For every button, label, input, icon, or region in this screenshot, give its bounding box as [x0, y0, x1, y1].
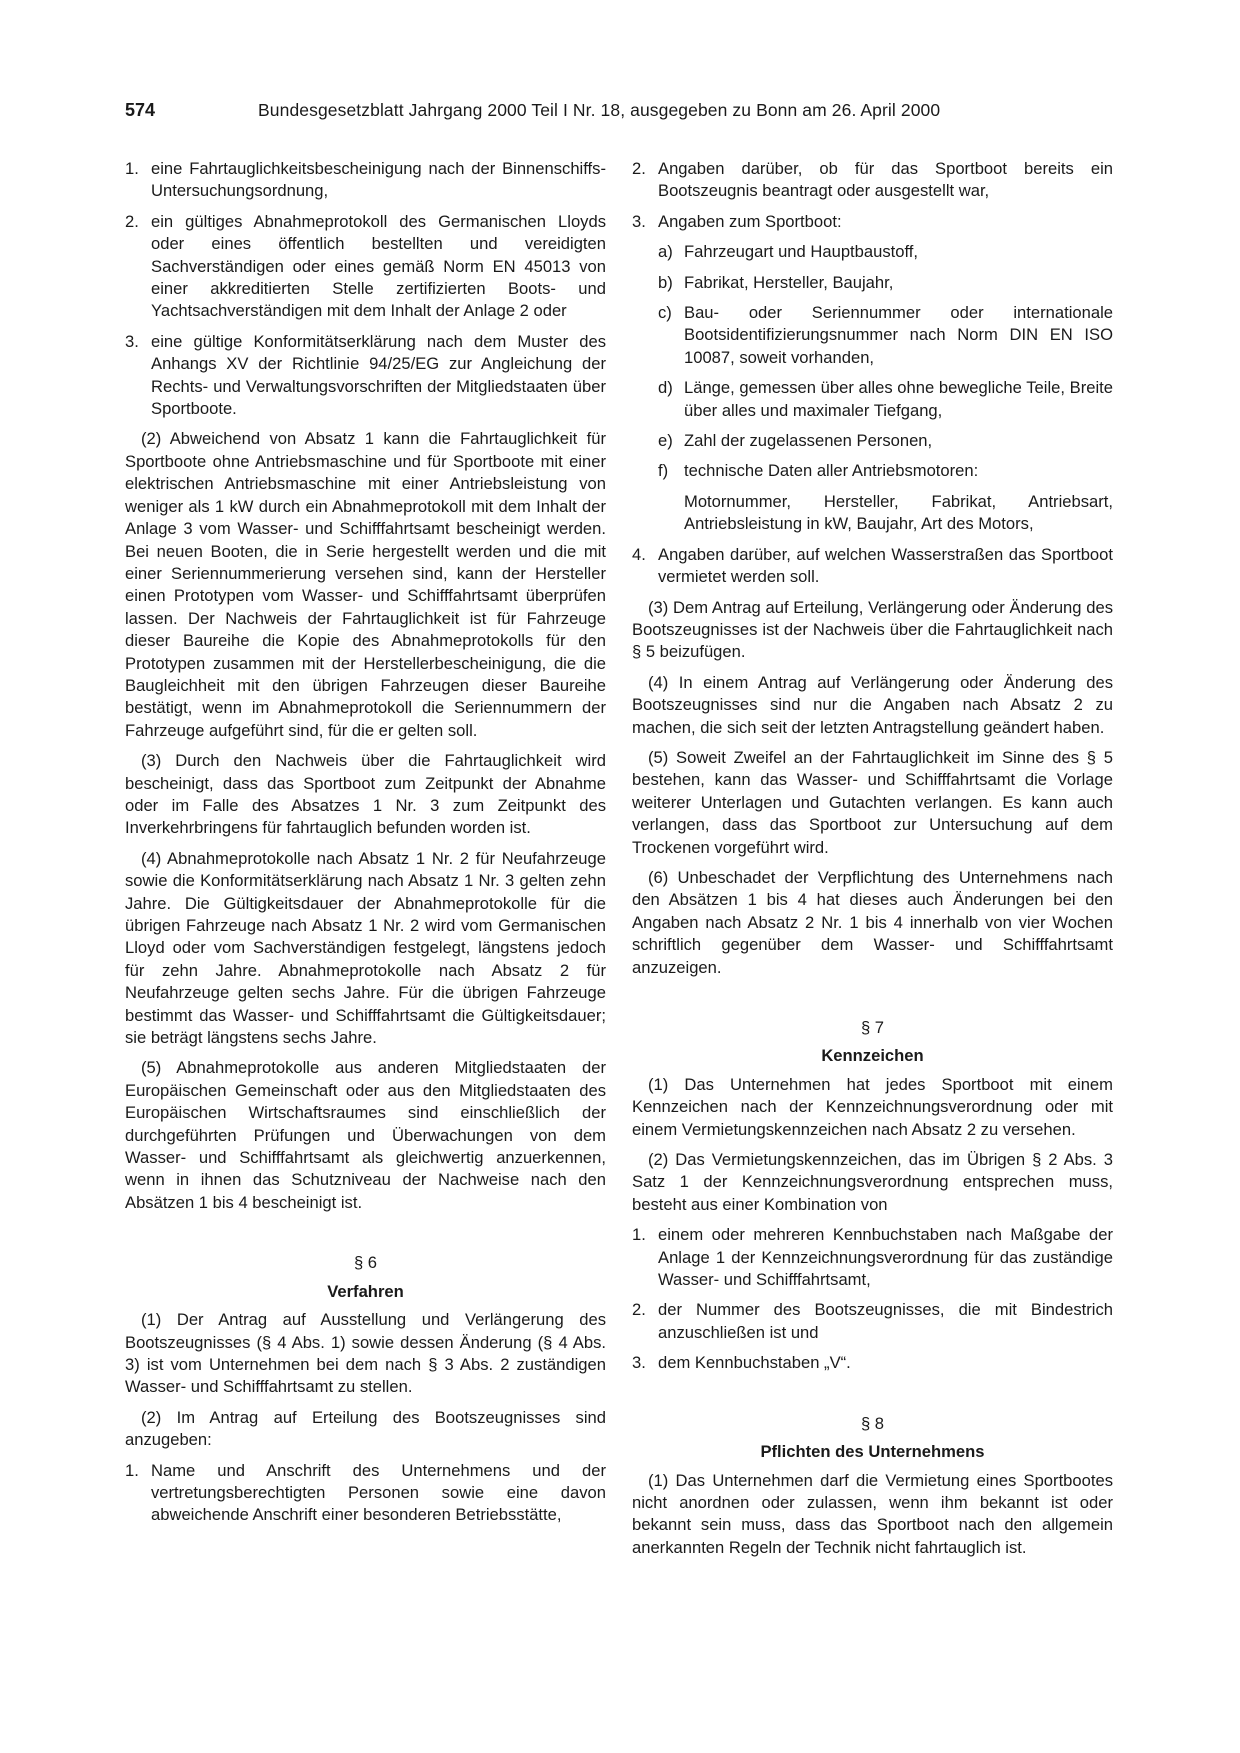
sublist-item: [658, 272, 1113, 294]
section-heading: Pflichten des Unternehmens: [760, 1442, 985, 1462]
list-item-text: Angaben darüber, auf welchen Wasserstraßen das Sportboot vermietet werden soll.: [658, 544, 1113, 587]
list-item: [632, 1299, 1113, 1344]
right-column: [632, 158, 1113, 1567]
list-item-number: 2.: [125, 211, 139, 231]
list-item-number: 3.: [632, 1353, 646, 1373]
list-item-text: Angaben darüber, ob für das Sportboot bereits ein Bootszeugnis beantragt oder ausgestellt war,: [658, 159, 1113, 201]
paragraph: (5) Soweit Zweifel an der Fahrtauglichkeit im Sinne des § 5 bestehen, kann das Wasser- und Schifffahrtsamt die Vorlage weiterer Unterlagen und Gutachten verlangen. Es kann auch verlangen, dass das Sportboot zur Untersuchung auf dem Trockenen vorgeführt wird.: [632, 747, 1113, 857]
sublist-item-letter: d): [658, 378, 673, 398]
paragraph: (6) Unbeschadet der Verpflichtung des Unternehmens nach den Absätzen 1 bis 4 hat dieses auch Änderungen bei den Angaben nach Absatz 2 Nr. 1 bis 4 innerhalb von vier Wochen schriftlich gegenüber dem Wasser- und Schifffahrtsamt anzuzeigen.: [632, 867, 1113, 977]
section-number: § 8: [860, 1413, 885, 1433]
paragraph: (4) In einem Antrag auf Verlängerung oder Änderung des Bootszeugnisses sind nur die Angaben nach Absatz 2 zu machen, die sich seit der letzten Antragstellung geändert haben.: [632, 672, 1113, 737]
paragraph: (1) Das Unternehmen darf die Vermietung eines Sportbootes nicht anordnen oder zulassen, wenn ihm bekannt ist oder bekannt sein muss, dass das Sportboot nach den allgemein anerkannten Regeln der Technik nicht fahrtauglich ist.: [632, 1470, 1113, 1557]
list-item: [125, 331, 606, 421]
list-item-text: einem oder mehreren Kennbuchstaben nach Maßgabe der Anlage 1 der Kennzeichnungsverordnung für das zuständige Wasser- und Schifffahrtsamt,: [658, 1225, 1113, 1290]
list-item: [632, 544, 1113, 589]
sublist-item-letter: e): [658, 431, 673, 451]
list-item-number: 2.: [632, 1300, 646, 1320]
sublist-item-text: Zahl der zugelassenen Personen,: [684, 431, 933, 451]
paragraph: (3) Dem Antrag auf Erteilung, Verlängerung oder Änderung des Bootszeugnisses ist der Nachweis über die Fahrtauglichkeit nach § 5 beizufügen.: [632, 597, 1113, 662]
list-item-number: 3.: [125, 331, 139, 351]
section-number: § 6: [353, 1253, 378, 1273]
list-item-number: 2.: [632, 159, 646, 178]
list-item-text: eine Fahrtauglichkeitsbescheinigung nach der Binnenschiffs-Untersuchungsordnung,: [151, 159, 606, 201]
section-heading: Verfahren: [327, 1281, 404, 1301]
sublist-item: [658, 430, 1113, 452]
paragraph: (4) Abnahmeprotokolle nach Absatz 1 Nr. 2 für Neufahrzeuge sowie die Konformitätserklärung nach Absatz 1 Nr. 3 gelten zehn Jahre. Die Gültigkeitsdauer der Abnahmeprotokolle für die übrigen Fahrzeuge nach Absatz 1 Nr. 2 wird vom Germanischen Lloyd oder vom Sachverständigen festgelegt, längstens jedoch für zehn Jahre. Abnahmeprotokolle nach Absatz 2 für Neufahrzeuge gelten sechs Jahre. Für die übrigen Fahrzeuge bestimmt das Wasser- und Schifffahrtsamt die Gültigkeitsdauer; sie beträgt längstens sechs Jahre.: [125, 848, 606, 1048]
list-item: [632, 211, 1113, 233]
paragraph: (2) Abweichend von Absatz 1 kann die Fahrtauglichkeit für Sportboote ohne Antriebsmaschine und für Sportboote mit einer elektrischen Antriebsmaschine mit einer Antriebsleistung von weniger als 1 kW durch ein Abnahmeprotokoll mit dem Inhalt der Anlage 3 vom Wasser- und Schifffahrtsamt bescheinigt werden. Bei neuen Booten, die in Serie hergestellt werden und die mit einer Seriennummerierung versehen sind, kann der Hersteller einen Prototypen vom Wasser- und Schifffahrtsamt überprüfen lassen. Der Nachweis der Fahrtauglichkeit ist für Fahrzeuge dieser Baureihe die Kopie des Abnahmeprotokolls für den Prototypen zusammen mit der Herstellerbescheinigung, die die Baugleichheit mit den übrigen Fahrzeugen dieser Baureihe bestätigt, wenn im Abnahmeprotokoll die Seriennummern der Fahrzeuge aufgeführt sind, für die er gelten soll.: [125, 429, 606, 740]
paragraph: (2) Das Vermietungskennzeichen, das im Übrigen § 2 Abs. 3 Satz 1 der Kennzeichnungsverordnung entsprechen muss, besteht aus einer Kombination von: [632, 1150, 1113, 1214]
sublist-item-letter: b): [658, 272, 673, 292]
paragraph: (1) Der Antrag auf Ausstellung und Verlängerung des Bootszeugnisses (§ 4 Abs. 1) sowie dessen Änderung (§ 4 Abs. 3) ist vom Unternehmen bei dem nach § 3 Abs. 2 zuständigen Wasser- und Schifffahrtsamt zu stellen.: [125, 1310, 606, 1397]
list-item-number: 1.: [125, 1460, 139, 1480]
paragraph: (2) Im Antrag auf Erteilung des Bootszeugnisses sind anzugeben:: [125, 1407, 606, 1450]
section-number: § 7: [860, 1018, 885, 1037]
page-header-title: Bundesgesetzblatt Jahrgang 2000 Teil I Nr. 18, ausgegeben zu Bonn am 26. April 2000: [258, 100, 941, 120]
list-item: [632, 1224, 1113, 1291]
sublist-item-text: technische Daten aller Antriebsmotoren:: [684, 461, 979, 481]
sublist-item: [658, 460, 1113, 482]
list-item-text: dem Kennbuchstaben „V“.: [658, 1353, 851, 1373]
list-item-text: ein gültiges Abnahmeprotokoll des Germanischen Lloyds oder eines öffentlich bestellten und vereidigten Sachverständigen oder eines gemäß Norm EN 45013 von einer akkreditierten Stelle zertifizierten Boots- und Yachtsachverständigen mit dem Inhalt der Anlage 2 oder: [151, 211, 606, 321]
list-item-number: 4.: [632, 544, 646, 564]
section7-list: [632, 1224, 1113, 1374]
list-item-number: 3.: [632, 211, 646, 231]
sublist-item-text: Länge, gemessen über alles ohne bewegliche Teile, Breite über alles und maximaler Tiefgang,: [684, 378, 1113, 420]
list-item: [125, 1460, 606, 1527]
sublist-item: [658, 302, 1113, 369]
sublist-item: [658, 241, 1113, 263]
list-item-number: 1.: [125, 159, 139, 178]
list-item-text: eine gültige Konformitätserklärung nach dem Muster des Anhangs XV der Richtlinie 94/25/EG zur Angleichung der Rechts- und Verwaltungsvorschriften der Mitgliedstaaten über Sportboote.: [151, 331, 606, 419]
paragraph: (1) Das Unternehmen hat jedes Sportboot mit einem Kennzeichen nach der Kennzeichnungsverordnung oder mit einem Vermietungskennzeichen nach Absatz 2 zu versehen.: [632, 1074, 1113, 1139]
paragraph: (5) Abnahmeprotokolle aus anderen Mitgliedstaaten der Europäischen Gemeinschaft oder aus den Mitgliedstaaten des Europäischen Wirtschaftsraumes sind einschließlich der durchgeführten Prüfungen und Überwachungen von dem Wasser- und Schifffahrtsamt als gleichwertig anzuerkennen, wenn in ihnen das Schutzniveau der Nachweise nach den Absätzen 1 bis 4 bescheinigt ist.: [125, 1058, 606, 1212]
list-item: [125, 211, 606, 323]
list-item-number: 1.: [632, 1225, 646, 1245]
sublist-continuation: Motornummer, Hersteller, Fabrikat, Antriebsart, Antriebsleistung in kW, Baujahr, Art des Motors,: [684, 491, 1113, 534]
page-number: 574: [125, 100, 156, 120]
section6-list: [125, 1460, 606, 1527]
list-item: [632, 1352, 1113, 1374]
paragraph: (3) Durch den Nachweis über die Fahrtauglichkeit wird bescheinigt, dass das Sportboot zum Zeitpunkt der Abnahme oder im Falle des Absatzes 1 Nr. 3 zum Zeitpunkt des Inverkehrbringens für fahrtauglich befunden worden ist.: [125, 751, 606, 838]
sublist-item-text: Fabrikat, Hersteller, Baujahr,: [684, 272, 894, 292]
sublist-item: [658, 377, 1113, 422]
list-item-text: Name und Anschrift des Unternehmens und der vertretungsberechtigten Personen sowie eine davon abweichende Anschrift einer besonderen Betriebsstätte,: [151, 1460, 606, 1525]
right-list-a: [632, 158, 1113, 233]
sublist-item-text: Bau- oder Seriennummer oder internationale Bootsidentifizierungsnummer nach Norm DIN EN ISO 10087, soweit vorhanden,: [684, 303, 1113, 367]
sublist-item-letter: f): [658, 461, 669, 481]
list-item-text: Angaben zum Sportboot:: [658, 211, 842, 231]
list-item: [632, 158, 1113, 203]
page-header: [125, 100, 1115, 126]
right-list-b: [632, 544, 1113, 589]
sublist-item-letter: a): [658, 242, 673, 262]
sublist-item-text: Fahrzeugart und Hauptbaustoff,: [684, 242, 919, 262]
list-item-text: der Nummer des Bootszeugnisses, die mit Bindestrich anzuschließen ist und: [658, 1300, 1113, 1342]
sportboot-sublist: [658, 241, 1113, 483]
list-item: [125, 158, 606, 203]
left-list-1: [125, 158, 606, 420]
sublist-item-letter: c): [658, 303, 672, 323]
section-heading: Kennzeichen: [821, 1046, 924, 1066]
left-column: [125, 158, 606, 1535]
